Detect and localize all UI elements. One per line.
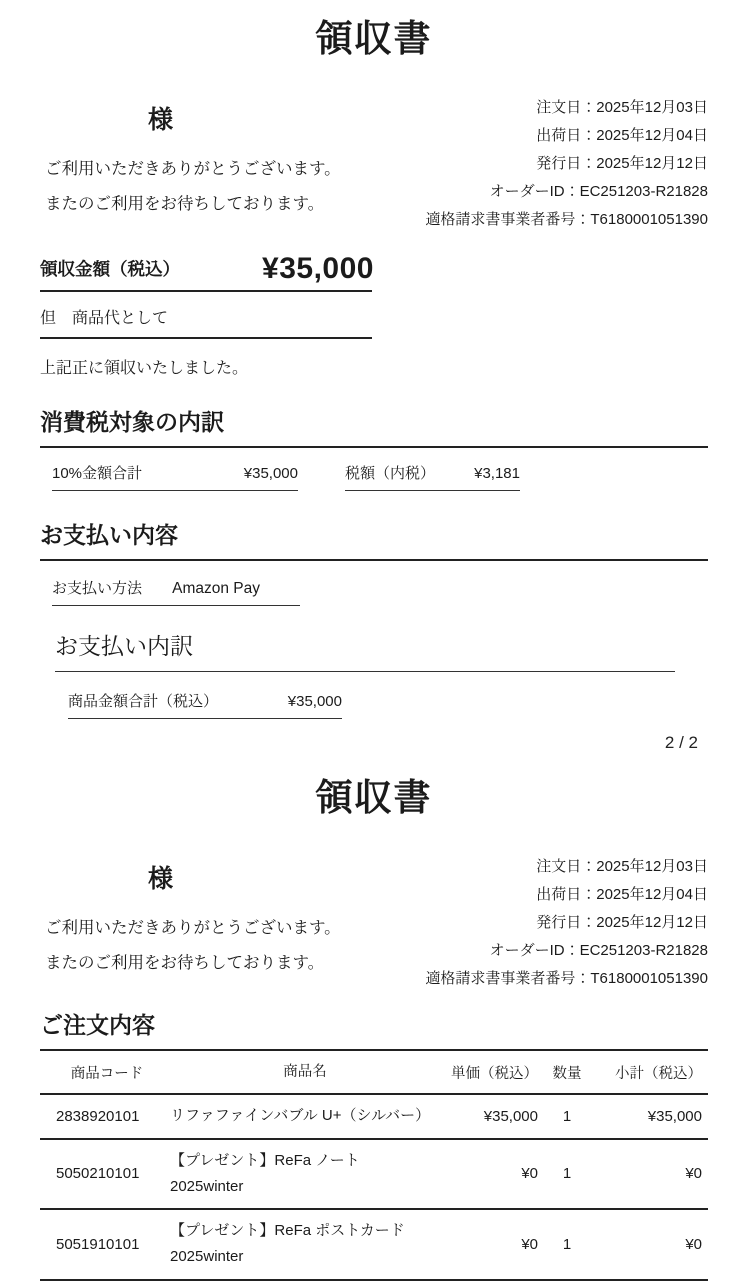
ship-date: 出荷日：2025年12月04日 [536, 886, 708, 903]
payment-method-label: お支払い方法 [52, 580, 143, 597]
receipt-header [40, 92, 708, 234]
product-code: 2838920101 [56, 1108, 140, 1125]
order-meta-block [425, 92, 708, 234]
col-header-quantity: 数量 [552, 1066, 582, 1083]
greeting-text [40, 915, 385, 977]
unit-price: ¥0 [521, 1235, 538, 1253]
col-header-subtotal: 小計（税込） [615, 1066, 702, 1083]
subtotal: ¥35,000 [647, 1108, 702, 1125]
payment-breakdown-value: ¥35,000 [287, 693, 342, 710]
addressee-block [40, 92, 385, 234]
tax-amount-pair [345, 462, 520, 491]
product-code: 5051910101 [56, 1235, 140, 1253]
order-items-table [40, 1051, 708, 1281]
tax-base-pair [52, 462, 298, 491]
quantity: 1 [562, 1235, 572, 1253]
col-header-unit-price: 単価（税込） [451, 1066, 538, 1083]
tax-breakdown-row [40, 462, 708, 491]
unit-price: ¥0 [521, 1165, 538, 1183]
tax-section-heading: 消費税対象の内訳 [40, 404, 708, 448]
unit-price: ¥35,000 [483, 1108, 538, 1125]
payment-method-pair [52, 577, 300, 606]
greeting-line: またのご利用をお待ちしております。 [45, 954, 325, 973]
product-name [158, 1218, 436, 1271]
payment-method-value: Amazon Pay [172, 580, 260, 597]
receipt-amount-label: 領収金額（税込） [40, 259, 180, 279]
receipt-header [40, 851, 708, 993]
proviso-line: 但 商品代として [40, 292, 372, 339]
receipt-title: 領収書 [315, 777, 433, 818]
order-section-heading: ご注文内容 [40, 1007, 708, 1051]
quantity: 1 [562, 1108, 572, 1125]
product-name-line1: 【プレゼント】ReFa ポストカード [170, 1222, 405, 1240]
issue-date: 発行日：2025年12月12日 [536, 914, 708, 931]
product-code: 5050210101 [56, 1165, 140, 1183]
product-name-line1: リファファインバブル U+（シルバー） [170, 1107, 431, 1125]
subtotal: ¥0 [685, 1235, 702, 1253]
payment-breakdown-heading: お支払い内訳 [55, 628, 675, 672]
payment-breakdown-pair [68, 690, 342, 719]
receipt-title: 領収書 [315, 18, 433, 59]
order-id: オーダーID：EC251203-R21828 [489, 942, 708, 959]
addressee-suffix: 様 [148, 865, 174, 893]
order-id: オーダーID：EC251203-R21828 [489, 183, 708, 200]
order-date: 注文日：2025年12月03日 [536, 99, 708, 116]
table-row [40, 1210, 708, 1281]
subtotal: ¥0 [685, 1165, 702, 1183]
product-name [158, 1103, 436, 1129]
col-header-product-name: 商品名 [283, 1064, 327, 1080]
col-header-product-code: 商品コード [70, 1066, 144, 1083]
table-row [40, 1140, 708, 1211]
addressee-block [40, 851, 385, 993]
invoice-registration-number: 適格請求書事業者番号：T6180001051390 [425, 211, 708, 228]
ship-date: 出荷日：2025年12月04日 [536, 127, 708, 144]
receipt-page-2 [0, 753, 748, 1281]
table-row [40, 1095, 708, 1139]
greeting-line: またのご利用をお待ちしております。 [45, 195, 325, 214]
product-name-line2: 2025winter [170, 1248, 244, 1266]
payment-breakdown-label: 商品金額合計（税込） [68, 693, 219, 710]
receipt-amount-value: ¥35,000 [262, 252, 374, 285]
order-table-header [40, 1051, 708, 1095]
order-meta-block [425, 851, 708, 993]
received-note: 上記正に領収いたしました。 [40, 360, 249, 377]
issue-date: 発行日：2025年12月12日 [536, 155, 708, 172]
tax-base-value: ¥35,000 [243, 465, 298, 482]
payment-section-heading: お支払い内容 [40, 517, 708, 561]
product-name [158, 1148, 436, 1201]
addressee-suffix: 様 [148, 106, 174, 134]
greeting-line: ご利用いただきありがとうございます。 [45, 160, 341, 178]
page-indicator: 2 / 2 [664, 733, 698, 752]
receipt-amount-row [40, 252, 372, 292]
order-date: 注文日：2025年12月03日 [536, 858, 708, 875]
tax-amount-value: ¥3,181 [474, 465, 520, 482]
product-name-line2: 2025winter [170, 1177, 244, 1195]
tax-amount-label: 税額（内税） [345, 465, 436, 482]
quantity: 1 [562, 1165, 572, 1183]
invoice-registration-number: 適格請求書事業者番号：T6180001051390 [425, 970, 708, 987]
tax-base-label: 10%金額合計 [52, 465, 143, 482]
product-name-line1: 【プレゼント】ReFa ノート [170, 1151, 360, 1169]
greeting-text [40, 156, 385, 218]
greeting-line: ご利用いただきありがとうございます。 [45, 919, 341, 937]
